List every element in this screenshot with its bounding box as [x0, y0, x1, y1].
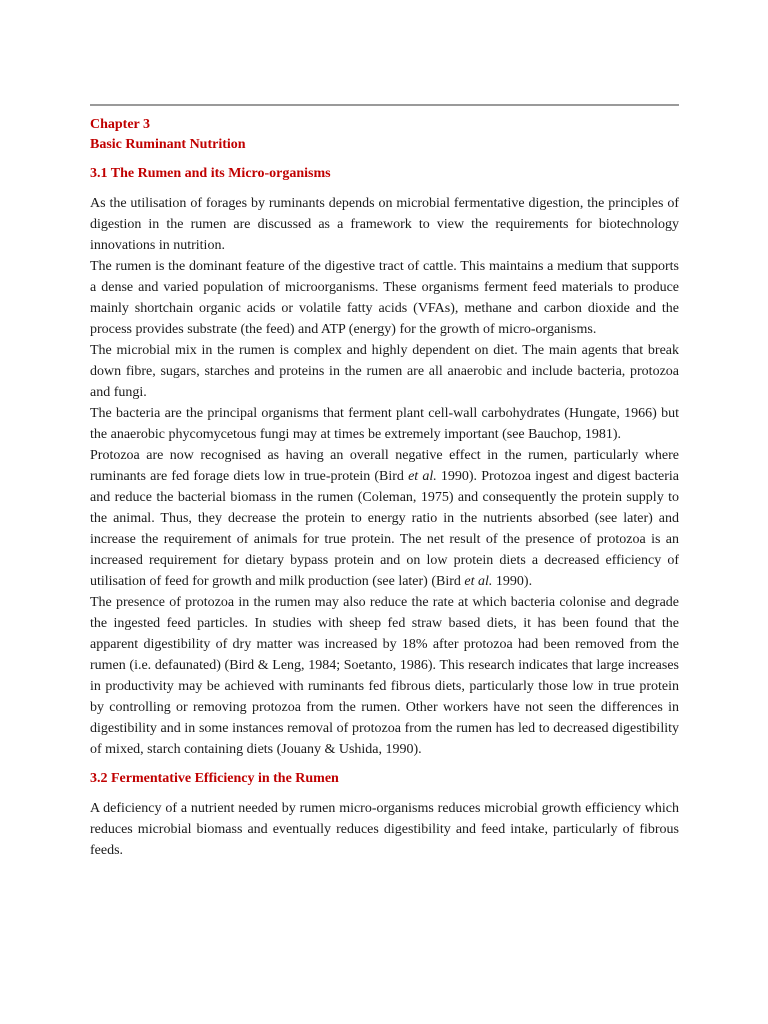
chapter-title: Basic Ruminant Nutrition: [90, 137, 246, 152]
top-rule-divider: [90, 104, 679, 106]
text-run: The rumen is the dominant feature of the digestive tract of cattle. This maintains a medium that supports a dense and varied population of microorganisms. These organisms ferment feed materials to produce mainly shortchain organic acids or volatile fatty acids (VFAs), methane and carbon dioxide and the process provides substrate (the feed) and ATP (energy) for the growth of micro-organisms.: [90, 259, 679, 337]
document-body: [90, 164, 679, 861]
body-paragraph: [90, 403, 679, 445]
text-run: 1990). Protozoa ingest and digest bacteria and reduce the bacterial biomass in the rumen (Coleman, 1975) and consequently the protein supply to the animal. Thus, they decrease the protein to energy ratio in the nutrients absorbed (see later) and increase the requirement of animals for true protein. The net result of the presence of protozoa is an increased requirement for dietary bypass protein and on low protein diets a decreased efficiency of utilisation of feed for growth and milk production (see later) (Bird: [90, 469, 679, 589]
text-run: The bacteria are the principal organisms that ferment plant cell-wall carbohydrates (Hungate, 1966) but the anaerobic phycomycetous fungi may at times be extremely important (see Bauchop, 1981).: [90, 406, 679, 442]
body-paragraph: [90, 340, 679, 403]
chapter-label: Chapter 3: [90, 117, 151, 132]
text-run: A deficiency of a nutrient needed by rumen micro-organisms reduces microbial growth efficiency which reduces microbial biomass and eventually reduces digestibility and feed intake, particularly of fibrous feeds.: [90, 801, 679, 858]
body-paragraph: [90, 193, 679, 256]
section-heading: 3.2 Fermentative Efficiency in the Rumen: [90, 771, 339, 786]
text-run: 1990).: [492, 574, 533, 589]
document-page: [90, 104, 679, 861]
body-paragraph: [90, 445, 679, 592]
italic-text-run: et al.: [408, 469, 437, 484]
text-run: As the utilisation of forages by ruminants depends on microbial fermentative digestion, the principles of digestion in the rumen are discussed as a framework to view the requirements for biotechnology innovations in nutrition.: [90, 196, 679, 253]
text-run: Protozoa are now recognised as having an overall negative effect in the rumen, particularly where ruminants are fed forage diets low in true-protein (Bird: [90, 448, 679, 484]
body-paragraph: [90, 592, 679, 760]
body-paragraph: [90, 798, 679, 861]
section-heading: 3.1 The Rumen and its Micro-organisms: [90, 166, 331, 181]
text-run: The presence of protozoa in the rumen may also reduce the rate at which bacteria colonise and degrade the ingested feed particles. In studies with sheep fed straw based diets, it has been found that the apparent digestibility of dry matter was increased by 18% after protozoa had been removed from the rumen (i.e. defaunated) (Bird & Leng, 1984; Soetanto, 1986). This research indicates that large increases in productivity may be achieved with ruminants fed fibrous diets, particularly those low in true protein by controlling or removing protozoa from the rumen. Other workers have not seen the differences in digestibility and in some instances removal of protozoa from the rumen has led to decreased digestibility of mixed, starch containing diets (Jouany & Ushida, 1990).: [90, 595, 679, 757]
italic-text-run: et al.: [464, 574, 493, 589]
body-paragraph: [90, 256, 679, 340]
text-run: The microbial mix in the rumen is complex and highly dependent on diet. The main agents that break down fibre, sugars, starches and proteins in the rumen are all anaerobic and include bacteria, protozoa and fungi.: [90, 343, 679, 400]
